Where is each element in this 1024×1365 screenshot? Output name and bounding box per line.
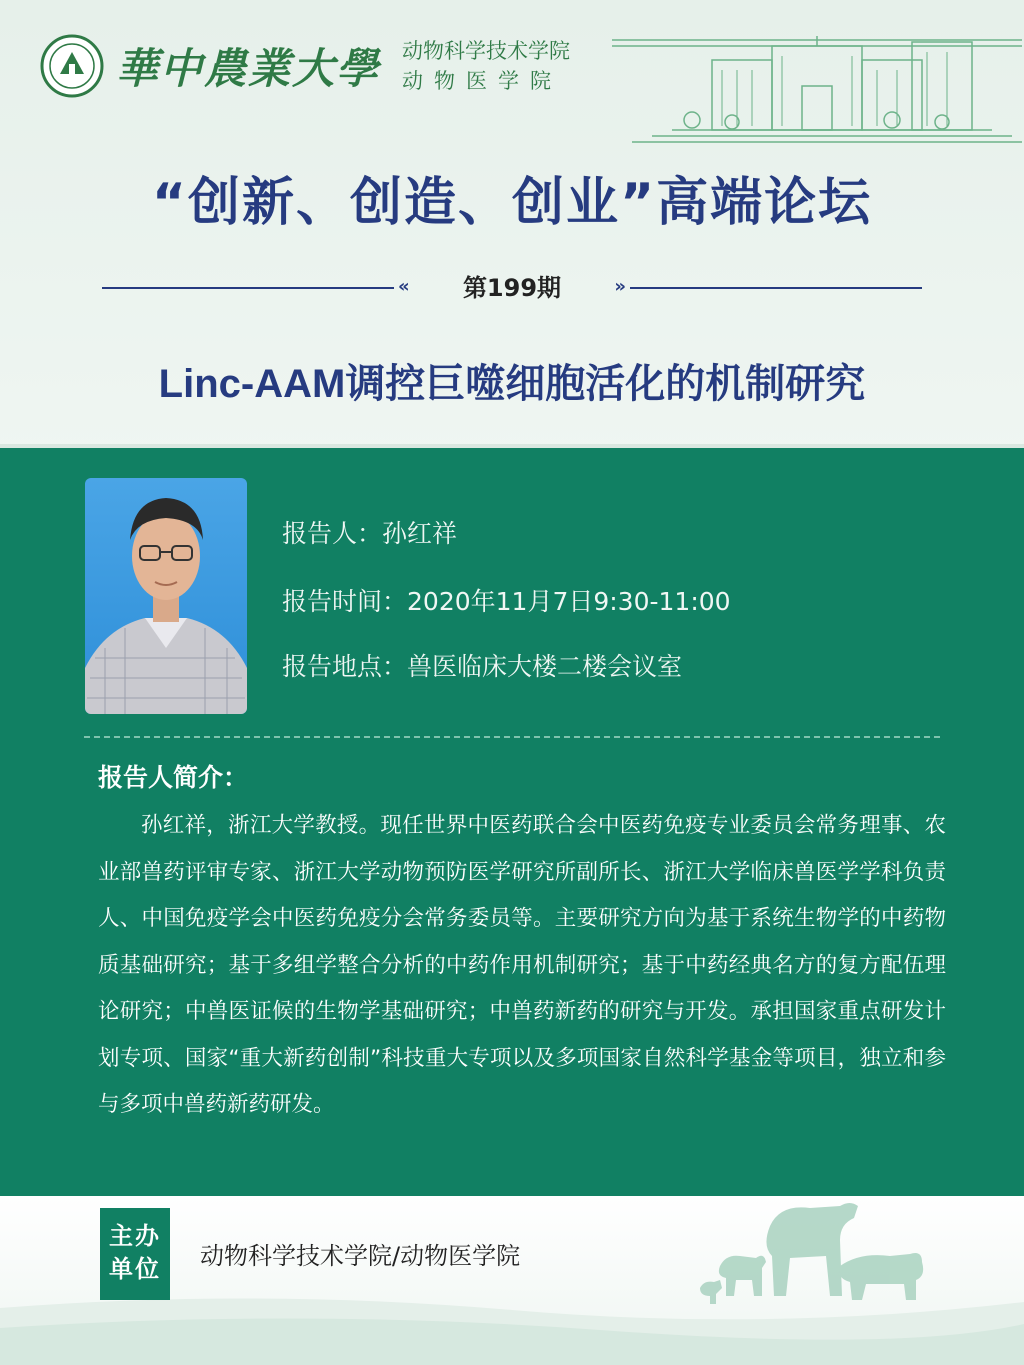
chevron-right-icon: »	[614, 276, 626, 297]
time-label: 报告时间：	[282, 587, 408, 616]
place-row	[282, 647, 682, 683]
host-tag-line2: 单位	[109, 1255, 161, 1283]
speaker-portrait-icon	[85, 478, 247, 714]
university-seal-icon	[40, 34, 104, 98]
issue-row	[102, 270, 922, 306]
place-label: 报告地点：	[282, 652, 408, 681]
college-name-2: 动物医学院	[402, 69, 563, 93]
intro-body: 孙红祥，浙江大学教授。现任世界中医药联合会中医药免疫专业委员会常务理事、农业部兽药评审专家、浙江大学动物预防医学研究所副所长、浙江大学临床兽医学学科负责人、中国免疫学会中医药免疫分会常务委员等。主要研究方向为基于系统生物学的中药物质基础研究；基于多组学整合分析的中药作用机制研究；基于中药经典名方的复方配伍理论研究；中兽医证候的生物学基础研究；中兽药新药的研究与开发。承担国家重点研发计划专项、国家“重大新药创制”科技重大专项以及多项国家自然科学基金等项目，独立和参与多项中兽药新药研发。	[98, 813, 946, 1117]
chevron-left-icon: «	[398, 276, 410, 297]
speaker-photo	[85, 478, 247, 714]
time-value: 2020年11月7日9:30-11:00	[407, 587, 731, 616]
forum-title: “创新、创造、创业”高端论坛	[151, 173, 873, 233]
university-name: 華中農業大學	[116, 44, 381, 93]
college-name-1: 动物科学技术学院	[402, 39, 571, 63]
campus-building-illustration	[612, 36, 1022, 144]
host-tag-line1: 主办	[109, 1222, 161, 1250]
talk-topic: Linc-AAM调控巨噬细胞活化的机制研究	[158, 362, 866, 406]
livestock-silhouette-icon	[690, 1196, 1024, 1316]
speaker-row	[282, 514, 457, 550]
place-value: 兽医临床大楼二楼会议室	[407, 652, 683, 681]
dashed-divider	[84, 736, 940, 738]
intro-title: 报告人简介：	[98, 763, 249, 792]
host-organization: 动物科学技术学院/动物医学院	[200, 1242, 521, 1270]
speaker-name: 孙红祥	[382, 519, 458, 548]
divider-line-right	[630, 287, 922, 289]
university-logo-block	[40, 34, 570, 98]
college-names	[402, 36, 570, 96]
host-tag	[100, 1208, 170, 1300]
time-row	[282, 582, 731, 618]
speaker-label: 报告人：	[282, 519, 383, 548]
issue-number: 第199期	[462, 274, 562, 302]
